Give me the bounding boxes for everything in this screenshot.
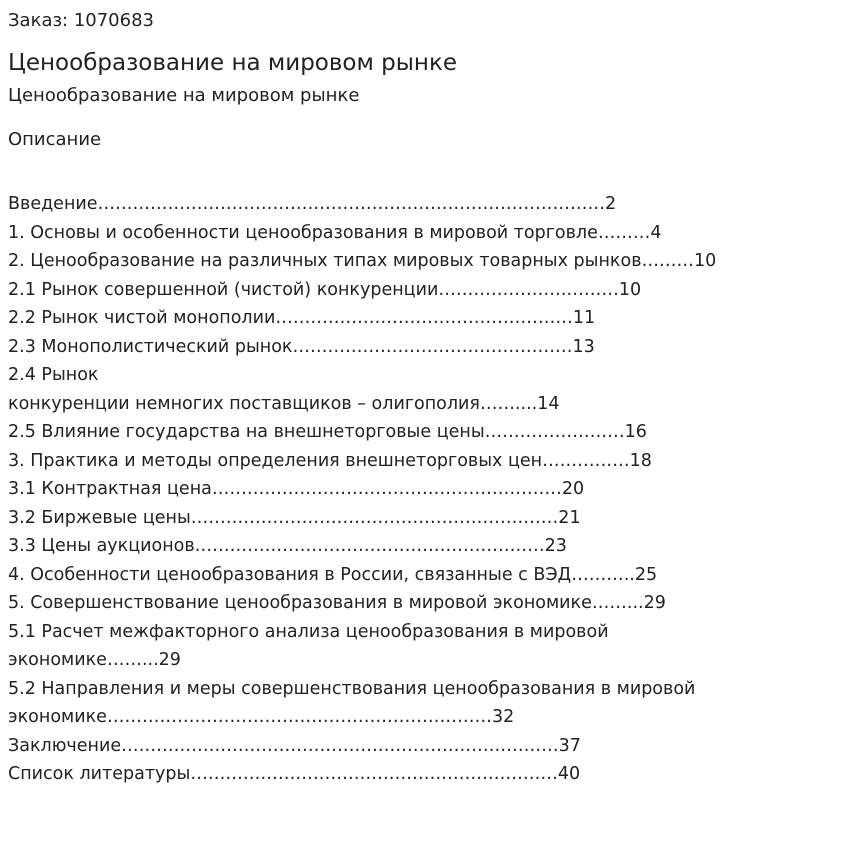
toc-line: конкуренции немногих поставщиков – олигополия……....14 (8, 393, 560, 414)
toc-line: 5.2 Направления и меры совершенствования ценообразования в мировой (8, 678, 696, 699)
toc-line: 3.2 Биржевые цены………………………………………………………21 (8, 507, 581, 528)
description-heading: Описание (8, 129, 102, 150)
toc-line: 2.3 Монополистический рынок…………………………………………13 (8, 336, 595, 357)
toc-line: 3.1 Контрактная цена……………………………………………………20 (8, 479, 585, 499)
toc-line: 2.1 Рынок совершенной (чистой) конкуренции………………….………10 (8, 279, 642, 300)
toc-line: 2.4 Рынок (8, 365, 99, 385)
toc-line: 3. Практика и методы определения внешнеторговых цен……………18 (8, 450, 652, 471)
page-subtitle: Ценообразование на мировом рынке (8, 85, 360, 106)
toc-line: 1. Основы и особенности ценообразования в мировой торговле………4 (8, 222, 662, 243)
toc-line: Введение……………………………………………………………………………2 (8, 194, 617, 214)
toc-line: Список литературы………………………………………………………40 (8, 764, 581, 784)
toc-line: экономике……...29 (8, 650, 181, 670)
toc-line: 3.3 Цены аукционов……………………………………………………23 (8, 536, 567, 556)
toc-line: 2.2 Рынок чистой монополии……………………………………………11 (8, 308, 596, 328)
toc-line: 4. Особенности ценообразования в России, связанные с ВЭД………..25 (8, 564, 658, 585)
toc-line: 2. Ценообразование на различных типах мировых товарных рынков………10 (8, 251, 717, 271)
toc-line: 2.5 Влияние государства на внешнеторговые цены……………………16 (8, 422, 647, 442)
toc-line: 5. Совершенствование ценообразования в мировой экономике……...29 (8, 593, 666, 613)
table-of-contents (8, 190, 839, 789)
toc-line: Заключение…………………………………………………………………37 (8, 735, 581, 756)
order-number: Заказ: 1070683 (8, 10, 154, 31)
toc-line: 5.1 Расчет межфакторного анализа ценообразования в мировой (8, 621, 609, 642)
toc-line: экономике…………………………………………………………32 (8, 707, 515, 727)
page-title: Ценообразование на мировом рынке (8, 50, 458, 76)
